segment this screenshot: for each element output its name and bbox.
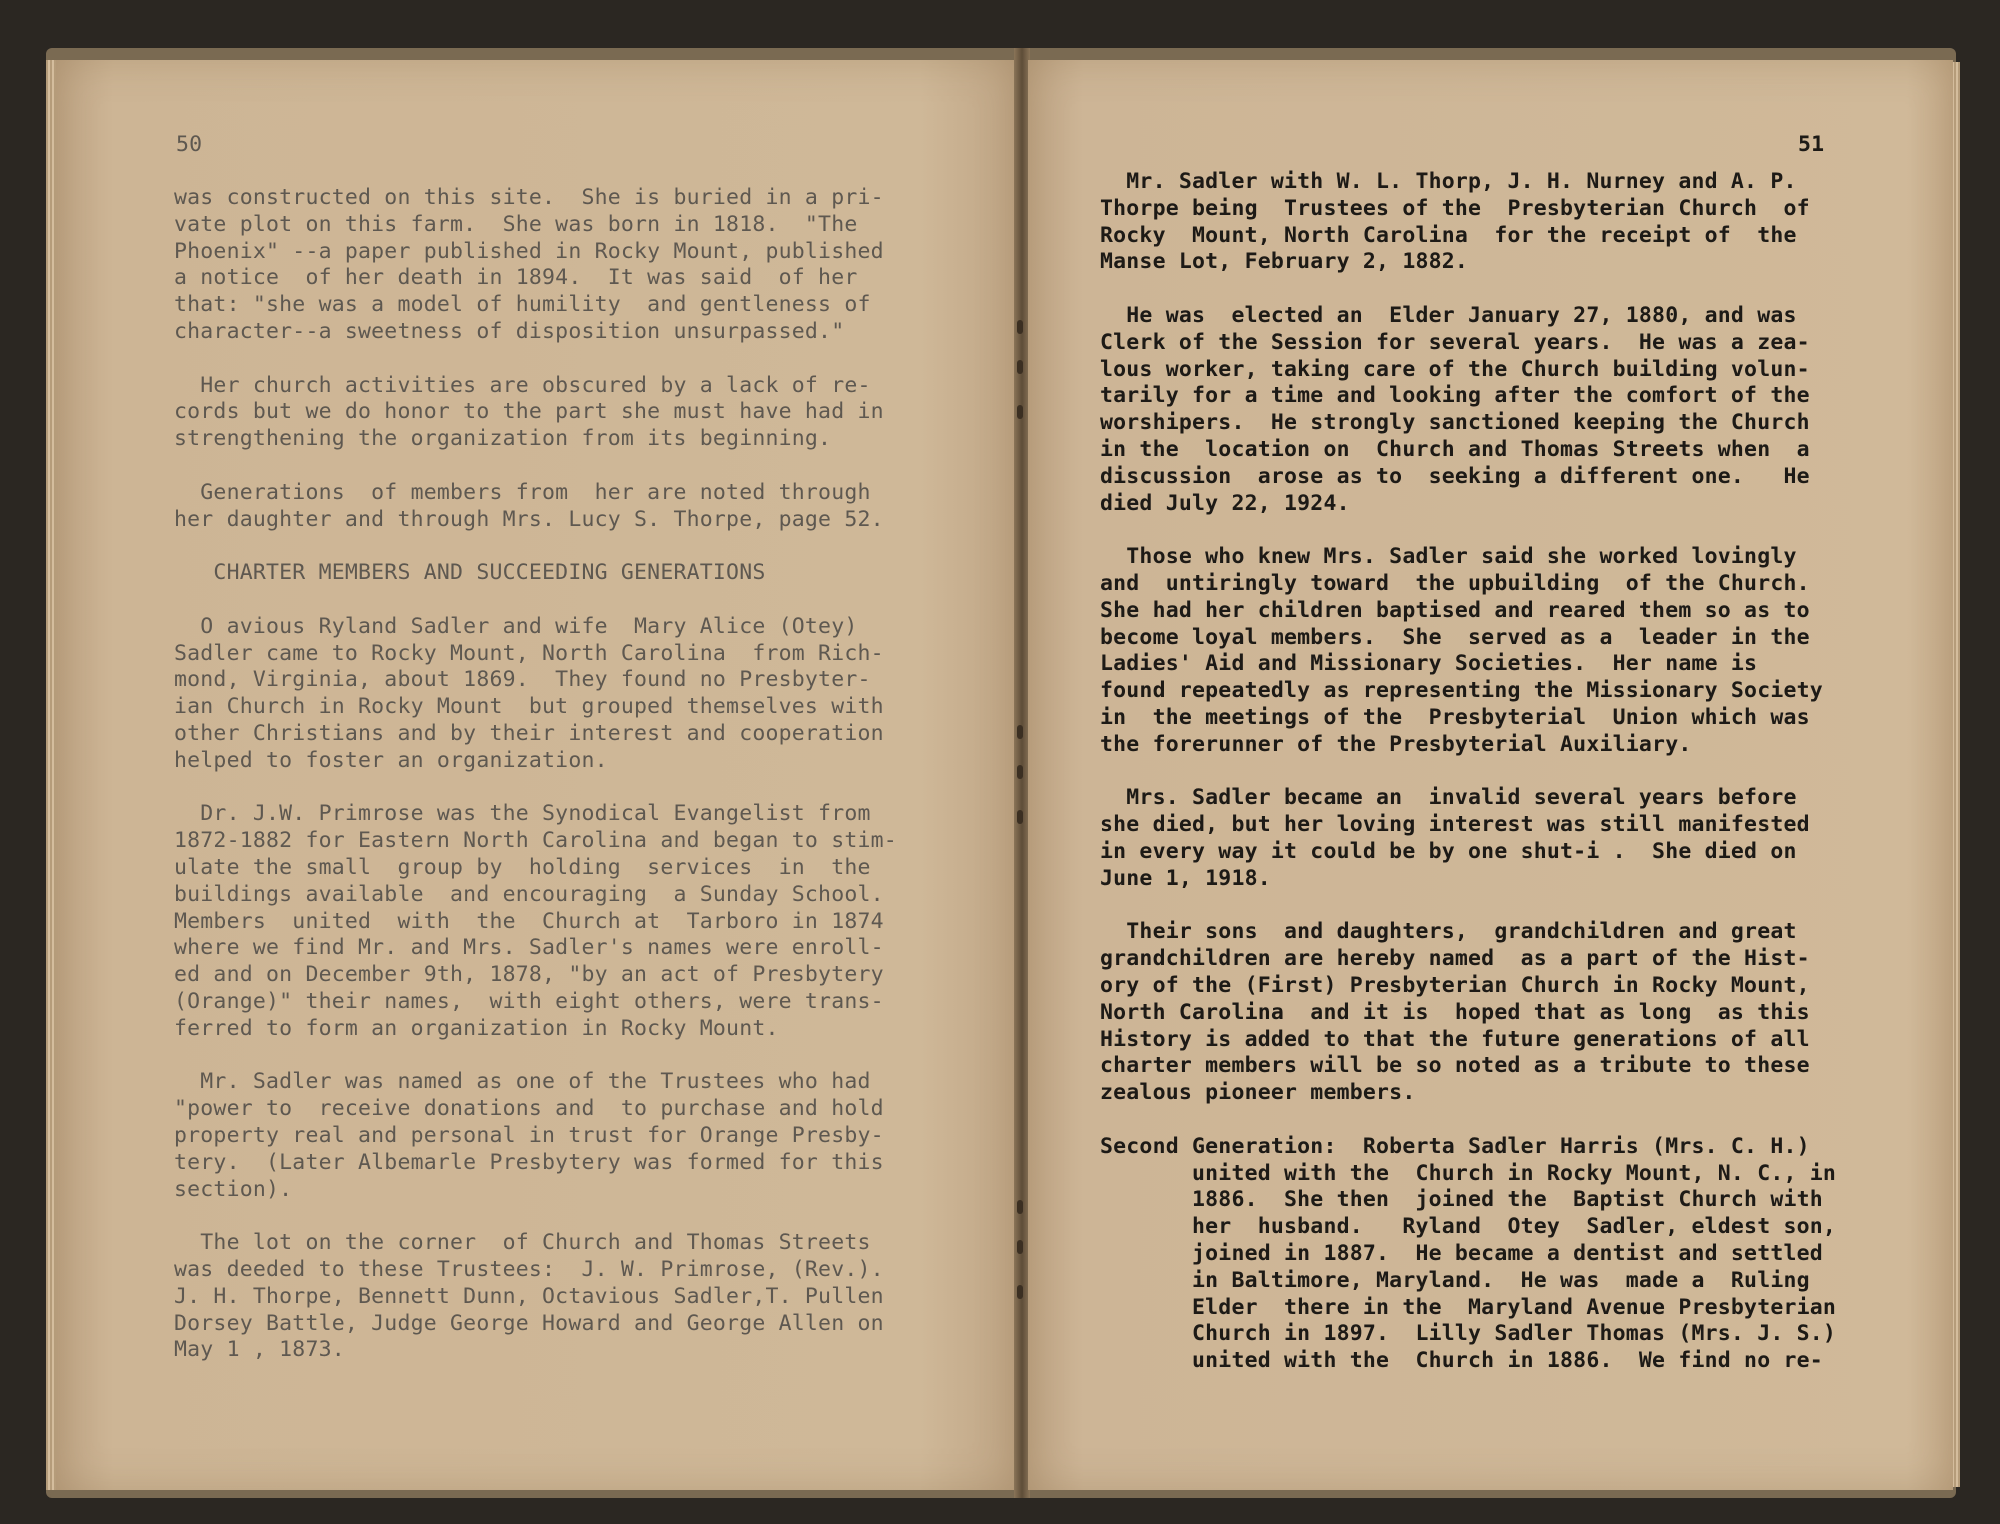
text-line: in every way it could be by one shut-i . She died on — [1100, 839, 1797, 864]
text-line: ed and on December 9th, 1878, "by an act of Presbytery — [174, 962, 884, 988]
text-line: Their sons and daughters, grandchildren and great — [1100, 919, 1797, 945]
text-line: O avious Ryland Sadler and wife Mary Alice (Otey) — [174, 613, 858, 639]
text-line: in the meetings of the Presbyterial Union which was — [1100, 705, 1810, 730]
text-line: mond, Virginia, about 1869. They found no Presbyter- — [174, 667, 871, 693]
text-line: she died, but her loving interest was still manifested — [1100, 812, 1810, 838]
text-line: ian Church in Rocky Mount but grouped themselves with — [174, 694, 884, 720]
binding-stitch — [1017, 405, 1023, 419]
text-line: united with the Church in Rocky Mount, N. C., in — [1100, 1160, 1837, 1186]
text-line: Members united with the Church at Tarboro in 1874 — [174, 908, 884, 934]
text-line: strengthening the organization from its beginning. — [174, 426, 832, 452]
text-line: Second Generation: Roberta Sadler Harris (Mrs. C. H.) — [1100, 1133, 1810, 1159]
binding-stitch — [1017, 360, 1023, 374]
text-line: that: "she was a model of humility and gentleness of — [174, 292, 871, 318]
text-line: J. H. Thorpe, Bennett Dunn, Octavious Sadler,T. Pullen — [174, 1283, 884, 1309]
text-line: Her church activities are obscured by a lack of re- — [174, 372, 871, 398]
text-line: lous worker, taking care of the Church building volun- — [1100, 356, 1810, 382]
text-line: a notice of her death in 1894. It was said of her — [174, 265, 858, 291]
text-line: 1886. She then joined the Baptist Church with — [1100, 1187, 1823, 1213]
text-line: grandchildren are hereby named as a part of the Hist- — [1100, 946, 1810, 972]
text-line: in the location on Church and Thomas Streets when a — [1100, 437, 1810, 462]
text-line: History is added to that the future generations of all — [1100, 1026, 1810, 1052]
binding-stitch — [1017, 810, 1023, 824]
text-line: property real and personal in trust for Orange Presby- — [174, 1123, 884, 1148]
text-line: Dorsey Battle, Judge George Howard and George Allen on — [174, 1310, 884, 1336]
text-line: found repeatedly as representing the Missionary Society — [1100, 678, 1823, 704]
text-line: Mrs. Sadler became an invalid several years before — [1100, 785, 1797, 811]
binding-stitch — [1017, 320, 1023, 334]
text-line: (Orange)" their names, with eight others, were trans- — [174, 989, 884, 1014]
text-line: zealous pioneer members. — [1100, 1080, 1416, 1106]
text-line: in Baltimore, Maryland. He was made a Ruling — [1100, 1267, 1810, 1293]
text-line: charter members will be so noted as a tribute to these — [1100, 1053, 1810, 1079]
text-line: Generations of members from her are noted through — [174, 479, 871, 505]
text-line: and untiringly toward the upbuilding of the Church. — [1100, 571, 1810, 596]
text-line: The lot on the corner of Church and Thomas Streets — [174, 1230, 871, 1256]
text-line: Thorpe being Trustees of the Presbyterian Church of — [1100, 195, 1810, 221]
binding-stitch — [1017, 725, 1023, 739]
text-line: her daughter and through Mrs. Lucy S. Thorpe, page 52. — [174, 506, 884, 532]
text-line: Sadler came to Rocky Mount, North Carolina from Rich- — [174, 640, 884, 666]
text-line: tarily for a time and looking after the comfort of the — [1100, 383, 1810, 409]
text-line: was constructed on this site. She is buried in a pri- — [174, 185, 884, 210]
text-line: ory of the (First) Presbyterian Church in Rocky Mount, — [1100, 973, 1810, 998]
text-line: where we find Mr. and Mrs. Sadler's names were enroll- — [174, 935, 884, 961]
text-line: the forerunner of the Presbyterial Auxiliary. — [1100, 731, 1692, 757]
text-line: CHARTER MEMBERS AND SUCCEEDING GENERATIONS — [174, 560, 766, 586]
binding-stitch — [1017, 765, 1023, 779]
text-line: united with the Church in 1886. We find no re- — [1100, 1348, 1823, 1374]
text-line: Elder there in the Maryland Avenue Presbyterian — [1100, 1294, 1837, 1320]
binding-stitch — [1017, 1240, 1023, 1254]
text-line: 1872-1882 for Eastern North Carolina and began to stim- — [174, 828, 897, 854]
text-line: vate plot on this farm. She was born in 1818. "The — [174, 211, 858, 237]
text-line: He was elected an Elder January 27, 1880, and was — [1100, 303, 1797, 328]
text-line: Ladies' Aid and Missionary Societies. Her name is — [1100, 651, 1758, 677]
text-line: Dr. J.W. Primrose was the Synodical Evangelist from — [174, 801, 871, 827]
text-line: discussion arose as to seeking a different one. He — [1100, 463, 1810, 489]
text-line: character--a sweetness of disposition unsurpassed." — [174, 319, 845, 344]
text-line: ulate the small group by holding services in the — [174, 855, 871, 880]
left-page — [56, 60, 1016, 1490]
text-line: June 1, 1918. — [1100, 865, 1271, 891]
text-line: worshipers. He strongly sanctioned keeping the Church — [1100, 410, 1810, 436]
text-line: Phoenix" --a paper published in Rocky Mount, published — [174, 238, 884, 264]
text-line: cords but we do honor to the part she must have had in — [174, 399, 884, 425]
text-line: Clerk of the Session for several years. He was a zea- — [1100, 329, 1810, 355]
text-line: tery. (Later Albemarle Presbytery was formed for this — [174, 1149, 884, 1175]
text-line: buildings available and encouraging a Sunday School. — [174, 881, 884, 907]
text-line: her husband. Ryland Otey Sadler, eldest son, — [1100, 1214, 1837, 1240]
left-page-number: 50 — [176, 132, 203, 157]
text-line: joined in 1887. He became a dentist and settled — [1100, 1241, 1823, 1266]
text-line: become loyal members. She served as a leader in the — [1100, 624, 1810, 650]
text-line: Mr. Sadler was named as one of the Trustees who had — [174, 1069, 871, 1095]
binding-stitch — [1017, 1200, 1023, 1214]
text-line: "power to receive donations and to purchase and hold — [174, 1096, 884, 1122]
text-line: ferred to form an organization in Rocky Mount. — [174, 1015, 779, 1041]
text-line: died July 22, 1924. — [1100, 490, 1350, 516]
text-line: other Christians and by their interest and cooperation — [174, 721, 884, 746]
text-line: was deeded to these Trustees: J. W. Primrose, (Rev.). — [174, 1257, 884, 1282]
binding-stitch — [1017, 1285, 1023, 1299]
text-line: May 1 , 1873. — [174, 1337, 345, 1363]
right-page-number: 51 — [1798, 132, 1825, 157]
text-line: Those who knew Mrs. Sadler said she worked lovingly — [1100, 544, 1797, 570]
right-page — [1028, 60, 1953, 1490]
text-line: North Carolina and it is hoped that as long as this — [1100, 999, 1810, 1025]
text-line: Manse Lot, February 2, 1882. — [1100, 249, 1469, 275]
text-line: section). — [174, 1176, 293, 1202]
text-line: Church in 1897. Lilly Sadler Thomas (Mrs. J. S.) — [1100, 1321, 1837, 1347]
text-line: Rocky Mount, North Carolina for the receipt of the — [1100, 222, 1797, 248]
text-line: She had her children baptised and reared them so as to — [1100, 597, 1810, 623]
text-line: Mr. Sadler with W. L. Thorp, J. H. Nurney and A. P. — [1100, 169, 1797, 194]
text-line: helped to foster an organization. — [174, 747, 608, 773]
